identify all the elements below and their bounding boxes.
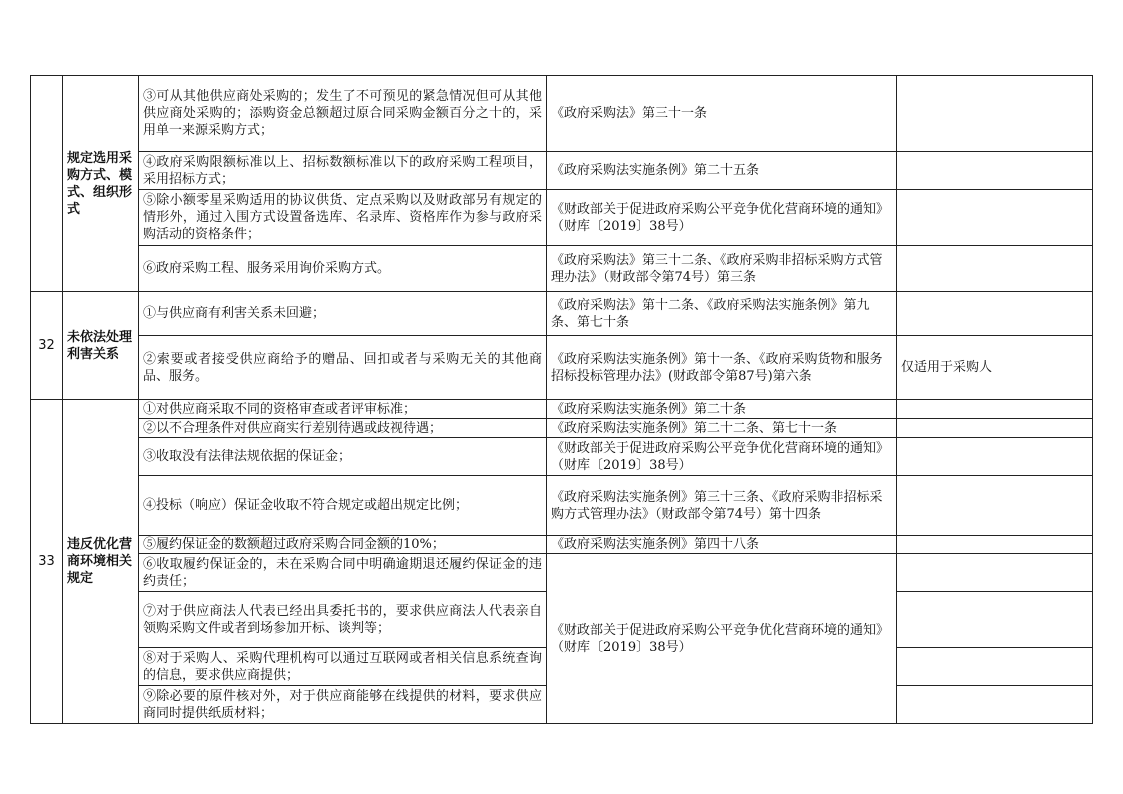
legal-basis: 《政府采购法》第三十二条、《政府采购非招标采购方式管理办法》（财政部令第74号）第三条 (547, 246, 897, 292)
remark (897, 76, 1093, 152)
table-row (31, 246, 1093, 292)
legal-basis: 《财政部关于促进政府采购公平竞争优化营商环境的通知》（财库〔2019〕38号） (547, 438, 897, 476)
legal-basis: 《政府采购法实施条例》第二十五条 (547, 152, 897, 190)
table-row (31, 76, 1093, 152)
violation-description: ⑧对于采购人、采购代理机构可以通过互联网或者相关信息系统查询的信息，要求供应商提供； (139, 648, 547, 686)
table-row (31, 536, 1093, 554)
legal-basis: 《财政部关于促进政府采购公平竞争优化营商环境的通知》（财库〔2019〕38号） (547, 554, 897, 724)
legal-basis: 《政府采购法实施条例》第四十八条 (547, 536, 897, 554)
violation-description: ⑤履约保证金的数额超过政府采购合同金额的10%； (139, 536, 547, 554)
table-row (31, 400, 1093, 419)
violation-description: ②以不合理条件对供应商实行差别待遇或歧视待遇； (139, 419, 547, 438)
remark: 仅适用于采购人 (897, 336, 1093, 400)
violation-description: ④投标（响应）保证金收取不符合规定或超出规定比例； (139, 476, 547, 536)
violation-description: ①对供应商采取不同的资格审查或者评审标准； (139, 400, 547, 419)
table-row (31, 476, 1093, 536)
legal-basis: 《政府采购法实施条例》第十一条、《政府采购货物和服务招标投标管理办法》(财政部令第87号)第六条 (547, 336, 897, 400)
legal-basis: 《财政部关于促进政府采购公平竞争优化营商环境的通知》（财库〔2019〕38号） (547, 190, 897, 246)
remark (897, 152, 1093, 190)
procurement-rules-table (30, 75, 1093, 724)
violation-description: ③可从其他供应商处采购的；发生了不可预见的紧急情况但可从其他供应商处采购的；添购资金总额超过原合同采购金额百分之十的，采用单一来源采购方式； (139, 76, 547, 152)
table-row (31, 292, 1093, 336)
legal-basis: 《政府采购法》第十二条、《政府采购法实施条例》第九条、第七十条 (547, 292, 897, 336)
table-row (31, 419, 1093, 438)
violation-description: ④政府采购限额标准以上、招标数额标准以下的政府采购工程项目，采用招标方式； (139, 152, 547, 190)
violation-description: ①与供应商有利害关系未回避； (139, 292, 547, 336)
category-cell: 违反优化营商环境相关规定 (63, 400, 139, 724)
table-row (31, 190, 1093, 246)
table-row (31, 336, 1093, 400)
legal-basis: 《政府采购法》第三十一条 (547, 76, 897, 152)
remark (897, 648, 1093, 686)
remark (897, 536, 1093, 554)
violation-description: ②索要或者接受供应商给予的赠品、回扣或者与采购无关的其他商品、服务。 (139, 336, 547, 400)
violation-description: ③收取没有法律法规依据的保证金； (139, 438, 547, 476)
remark (897, 419, 1093, 438)
remark (897, 554, 1093, 592)
violation-description: ⑥收取履约保证金的，未在采购合同中明确逾期退还履约保证金的违约责任； (139, 554, 547, 592)
row-number: 33 (31, 400, 63, 724)
remark (897, 686, 1093, 724)
row-number: 32 (31, 292, 63, 400)
legal-basis: 《政府采购法实施条例》第二十二条、第七十一条 (547, 419, 897, 438)
remark (897, 190, 1093, 246)
violation-description: ⑥政府采购工程、服务采用询价采购方式。 (139, 246, 547, 292)
legal-basis: 《政府采购法实施条例》第二十条 (547, 400, 897, 419)
category-cell: 未依法处理利害关系 (63, 292, 139, 400)
legal-basis: 《政府采购法实施条例》第三十三条、《政府采购非招标采购方式管理办法》（财政部令第74号）第十四条 (547, 476, 897, 536)
violation-description: ⑦对于供应商法人代表已经出具委托书的，要求供应商法人代表亲自领购采购文件或者到场参加开标、谈判等； (139, 592, 547, 648)
table-row (31, 554, 1093, 592)
category-cell: 规定选用采购方式、模式、组织形式 (63, 76, 139, 292)
violation-description: ⑨除必要的原件核对外，对于供应商能够在线提供的材料，要求供应商同时提供纸质材料； (139, 686, 547, 724)
table-row (31, 152, 1093, 190)
remark (897, 438, 1093, 476)
row-number (31, 76, 63, 292)
remark (897, 292, 1093, 336)
remark (897, 246, 1093, 292)
violation-description: ⑤除小额零星采购适用的协议供货、定点采购以及财政部另有规定的情形外，通过入围方式设置备选库、名录库、资格库作为参与政府采购活动的资格条件； (139, 190, 547, 246)
remark (897, 400, 1093, 419)
remark (897, 592, 1093, 648)
table-row (31, 438, 1093, 476)
remark (897, 476, 1093, 536)
